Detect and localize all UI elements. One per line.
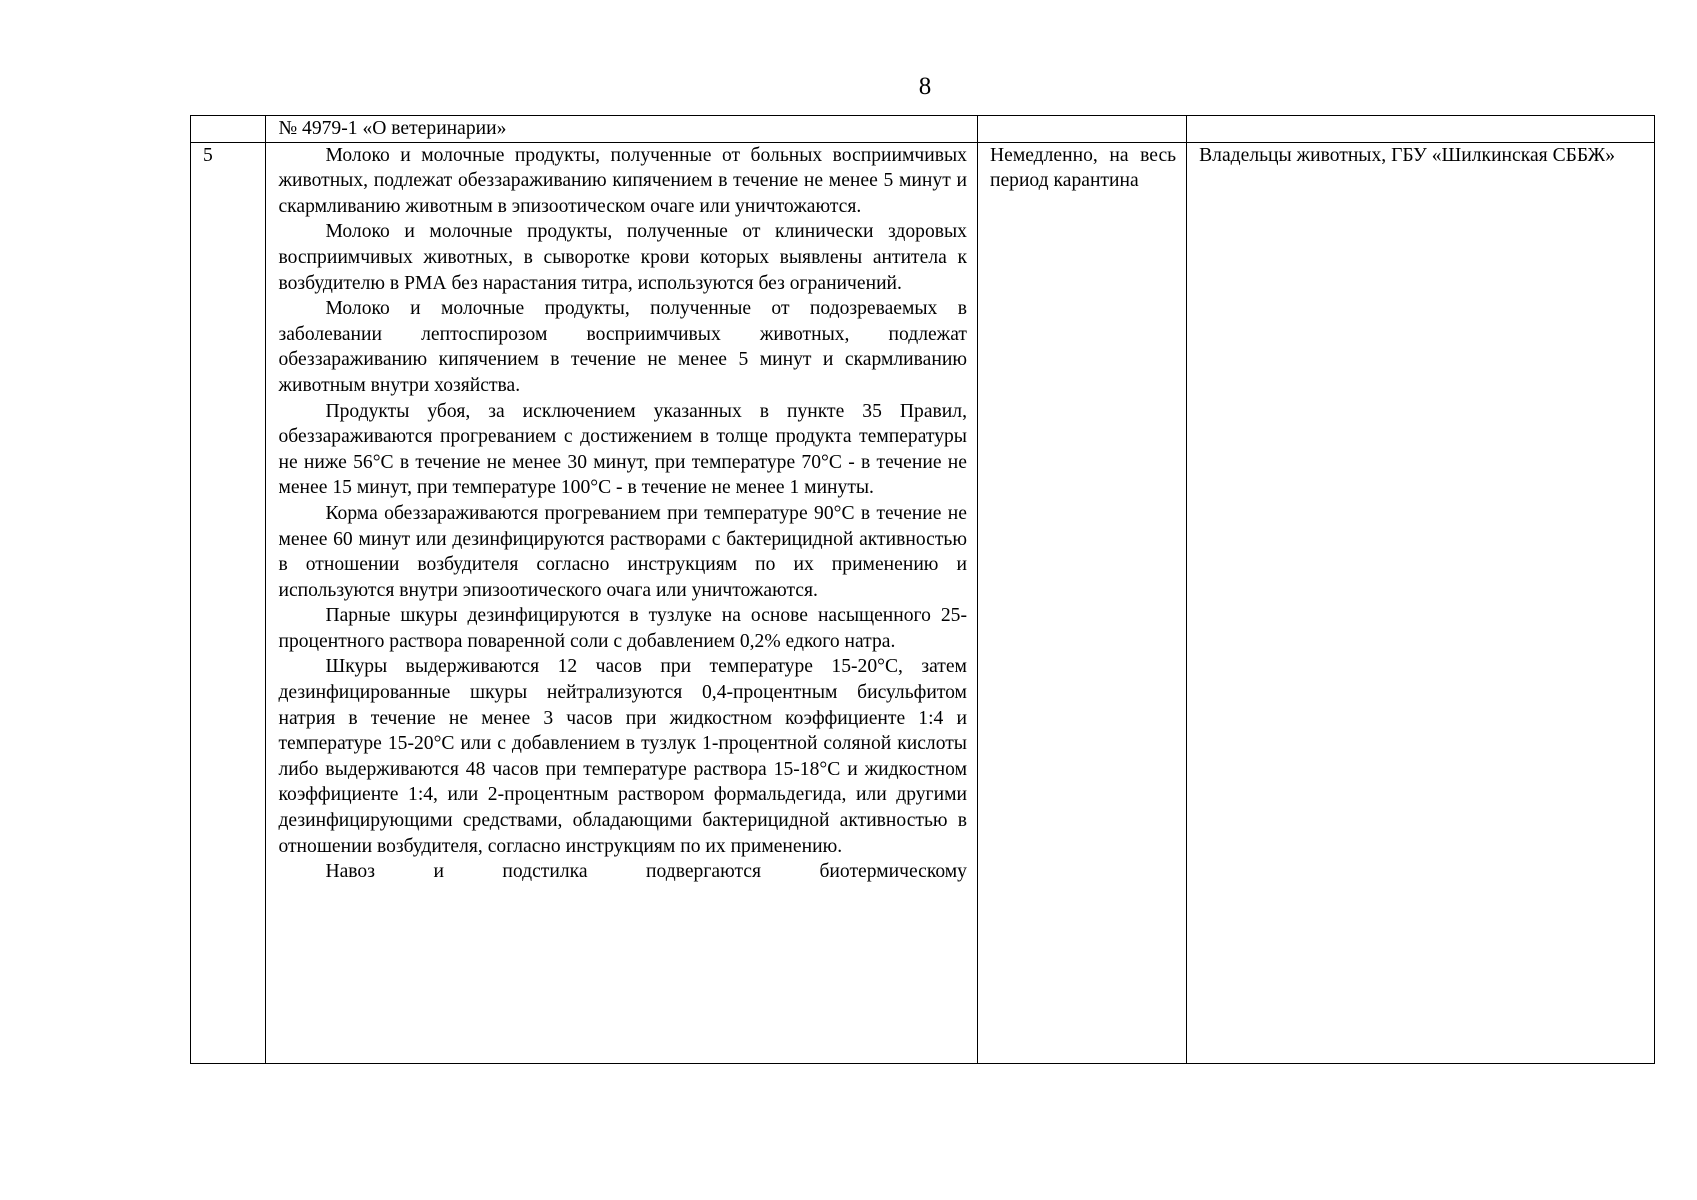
page-number: 8 — [918, 73, 932, 100]
measure-paragraph: Парные шкуры дезинфицируются в тузлуке на основе насыщенного 25-процентного раствора поваренной соли с добавлением 0,2% едкого натра. — [278, 605, 967, 652]
measures-table — [190, 115, 1655, 1064]
measure-cell — [266, 142, 978, 1063]
measure-paragraph: Навоз и подстилка подвергаются биотермическому — [325, 861, 967, 883]
measure-paragraph: Молоко и молочные продукты, полученные от больных восприимчивых животных, подлежат обеззараживанию кипячением в течение не менее 5 минут и скармливанию животным в эпизоотическом очаге или уничтожаются. — [278, 144, 967, 217]
cell-responsible — [1187, 116, 1655, 143]
measure-paragraph: Молоко и молочные продукты, полученные от клинически здоровых восприимчивых животных, в сыворотке крови которых выявлены антитела к возбудителю в РМА без нарастания титра, используются без ограничений. — [278, 221, 967, 294]
cell-measure: № 4979-1 «О ветеринарии» — [266, 116, 978, 143]
table-row — [191, 142, 1655, 1063]
measure-paragraph: Продукты убоя, за исключением указанных в пункте 35 Правил, обеззараживаются прогреванием с достижением в толще продукта температуры не ниже 56°C в течение не менее 30 минут, при температуре 70°C - в течение не менее 15 минут, при температуре 100°C - в течение не менее 1 минуты. — [278, 400, 967, 499]
cell-deadline — [977, 116, 1186, 143]
measure-paragraph: Корма обеззараживаются прогреванием при температуре 90°C в течение не менее 60 минут или дезинфицируются растворами с бактерицидной активностью в отношении возбудителя согласно инструкциям по их применению и используются внутри эпизоотического очага или уничтожаются. — [278, 502, 967, 601]
measure-paragraph: Молоко и молочные продукты, полученные от подозреваемых в заболевании лептоспирозом восприимчивых животных, подлежат обеззараживанию кипячением в течение не менее 5 минут и скармливанию животным внутри хозяйства. — [278, 298, 967, 396]
row-number: 5 — [191, 142, 266, 1063]
cell-number — [191, 116, 266, 143]
responsible-cell: Владельцы животных, ГБУ «Шилкинская СББЖ» — [1187, 142, 1655, 1063]
measure-paragraph: Шкуры выдерживаются 12 часов при температуре 15-20°C, затем дезинфицированные шкуры нейтрализуются 0,4-процентным бисульфитом натрия в течение не менее 3 часов при жидкостном коэффициенте 1:4 и температуре 15-20°C или с добавлением в тузлук 1-процентной соляной кислоты либо выдерживаются 48 часов при температуре раствора 15-18°C и жидкостном коэффициенте 1:4, или 2-процентным раствором формальдегида, или другими дезинфицирующими средствами, обладающими бактерицидной активностью в отношении возбудителя, согласно инструкциям по их применению. — [278, 656, 967, 857]
deadline-cell: Немедленно, на весь период карантина — [977, 142, 1186, 1063]
table-row-continued — [191, 116, 1655, 143]
